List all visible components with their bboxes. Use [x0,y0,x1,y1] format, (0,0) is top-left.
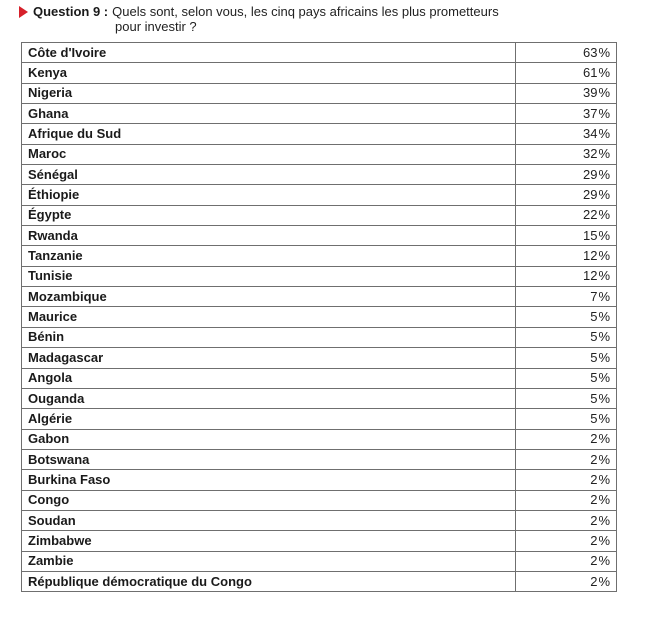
percentage-unit: % [598,65,610,81]
table-row [22,449,617,469]
percentage-cell [516,124,617,144]
percentage-value: 29 [582,187,598,203]
percentage-cell [516,551,617,571]
country-cell: Burkina Faso [22,470,516,490]
percentage-unit: % [598,207,610,223]
percentage-unit: % [598,451,610,467]
percentage-cell [516,205,617,225]
table-row [22,327,617,347]
question-header [19,4,619,19]
percentage-cell [516,348,617,368]
percentage-cell [516,388,617,408]
percentage-cell [516,83,617,103]
percentage-value: 39 [582,85,598,101]
table-row [22,531,617,551]
percentage-value: 15 [582,227,598,243]
table-row [22,63,617,83]
table-row [22,307,617,327]
percentage-value: 5 [590,349,598,365]
percentage-unit: % [598,85,610,101]
country-cell: Botswana [22,449,516,469]
table-row [22,571,617,591]
country-cell: Éthiopie [22,185,516,205]
percentage-value: 2 [590,451,598,467]
percentage-unit: % [598,309,610,325]
percentage-cell [516,104,617,124]
country-cell: Kenya [22,63,516,83]
country-cell: Madagascar [22,348,516,368]
percentage-cell [516,287,617,307]
percentage-cell [516,470,617,490]
table-row [22,266,617,286]
table-row [22,83,617,103]
percentage-unit: % [598,553,610,569]
percentage-cell [516,226,617,246]
table-row [22,368,617,388]
country-cell: Mozambique [22,287,516,307]
percentage-unit: % [598,512,610,528]
percentage-value: 61 [582,65,598,81]
percentage-value: 5 [590,370,598,386]
percentage-unit: % [598,126,610,142]
percentage-unit: % [598,390,610,406]
table-row [22,510,617,530]
country-cell: Tanzanie [22,246,516,266]
table-row [22,185,617,205]
country-cell: Ouganda [22,388,516,408]
percentage-cell [516,165,617,185]
table-row [22,165,617,185]
table-row [22,429,617,449]
percentage-value: 12 [582,248,598,264]
percentage-unit: % [598,532,610,548]
country-cell: Maurice [22,307,516,327]
percentage-cell [516,490,617,510]
percentage-unit: % [598,492,610,508]
percentage-value: 63 [582,44,598,60]
percentage-cell [516,571,617,591]
country-cell: Nigeria [22,83,516,103]
table-row [22,287,617,307]
percentage-unit: % [598,370,610,386]
percentage-unit: % [598,105,610,121]
table-row [22,226,617,246]
red-triangle-icon [19,6,28,18]
country-cell: Côte d'Ivoire [22,43,516,63]
country-cell: Zimbabwe [22,531,516,551]
percentage-value: 2 [590,532,598,548]
percentage-value: 2 [590,492,598,508]
percentage-cell [516,368,617,388]
table-row [22,144,617,164]
question-label: Question 9 : [33,4,109,19]
percentage-unit: % [598,187,610,203]
percentage-value: 2 [590,431,598,447]
percentage-cell [516,144,617,164]
percentage-value: 2 [590,573,598,589]
percentage-cell [516,63,617,83]
percentage-unit: % [598,268,610,284]
country-cell: République démocratique du Congo [22,571,516,591]
percentage-value: 2 [590,512,598,528]
country-cell: Algérie [22,409,516,429]
table-row [22,205,617,225]
percentage-unit: % [598,166,610,182]
table-row [22,43,617,63]
country-cell: Rwanda [22,226,516,246]
percentage-cell [516,307,617,327]
results-table-body [22,43,617,592]
table-row [22,348,617,368]
question-text [112,4,499,19]
percentage-value: 12 [582,268,598,284]
percentage-unit: % [598,410,610,426]
country-cell: Afrique du Sud [22,124,516,144]
percentage-unit: % [598,349,610,365]
percentage-unit: % [598,227,610,243]
percentage-value: 29 [582,166,598,182]
country-cell: Gabon [22,429,516,449]
percentage-cell [516,531,617,551]
table-row [22,490,617,510]
percentage-cell [516,327,617,347]
percentage-value: 5 [590,390,598,406]
percentage-cell [516,449,617,469]
country-cell: Maroc [22,144,516,164]
country-cell: Congo [22,490,516,510]
question-text-line-2: pour investir ? [115,19,197,34]
country-cell: Ghana [22,104,516,124]
percentage-unit: % [598,248,610,264]
percentage-unit: % [598,146,610,162]
percentage-cell [516,266,617,286]
table-row [22,388,617,408]
table-row [22,124,617,144]
table-row [22,551,617,571]
country-cell: Sénégal [22,165,516,185]
percentage-value: 2 [590,553,598,569]
country-cell: Angola [22,368,516,388]
percentage-value: 2 [590,471,598,487]
country-cell: Égypte [22,205,516,225]
country-cell: Bénin [22,327,516,347]
table-row [22,104,617,124]
percentage-cell [516,43,617,63]
results-table [21,42,617,592]
percentage-value: 22 [582,207,598,223]
question-text-line-1: Quels sont, selon vous, les cinq pays africains les plus prometteurs [112,4,499,19]
percentage-value: 5 [590,410,598,426]
percentage-unit: % [598,573,610,589]
percentage-unit: % [598,431,610,447]
percentage-value: 5 [590,329,598,345]
percentage-cell [516,185,617,205]
percentage-unit: % [598,44,610,60]
percentage-value: 32 [582,146,598,162]
percentage-unit: % [598,288,610,304]
percentage-value: 5 [590,309,598,325]
table-row [22,409,617,429]
percentage-unit: % [598,471,610,487]
percentage-cell [516,510,617,530]
percentage-cell [516,409,617,429]
percentage-value: 7 [590,288,598,304]
table-row [22,470,617,490]
percentage-unit: % [598,329,610,345]
country-cell: Soudan [22,510,516,530]
percentage-cell [516,429,617,449]
percentage-cell [516,246,617,266]
country-cell: Tunisie [22,266,516,286]
table-row [22,246,617,266]
percentage-value: 34 [582,126,598,142]
percentage-value: 37 [582,105,598,121]
country-cell: Zambie [22,551,516,571]
